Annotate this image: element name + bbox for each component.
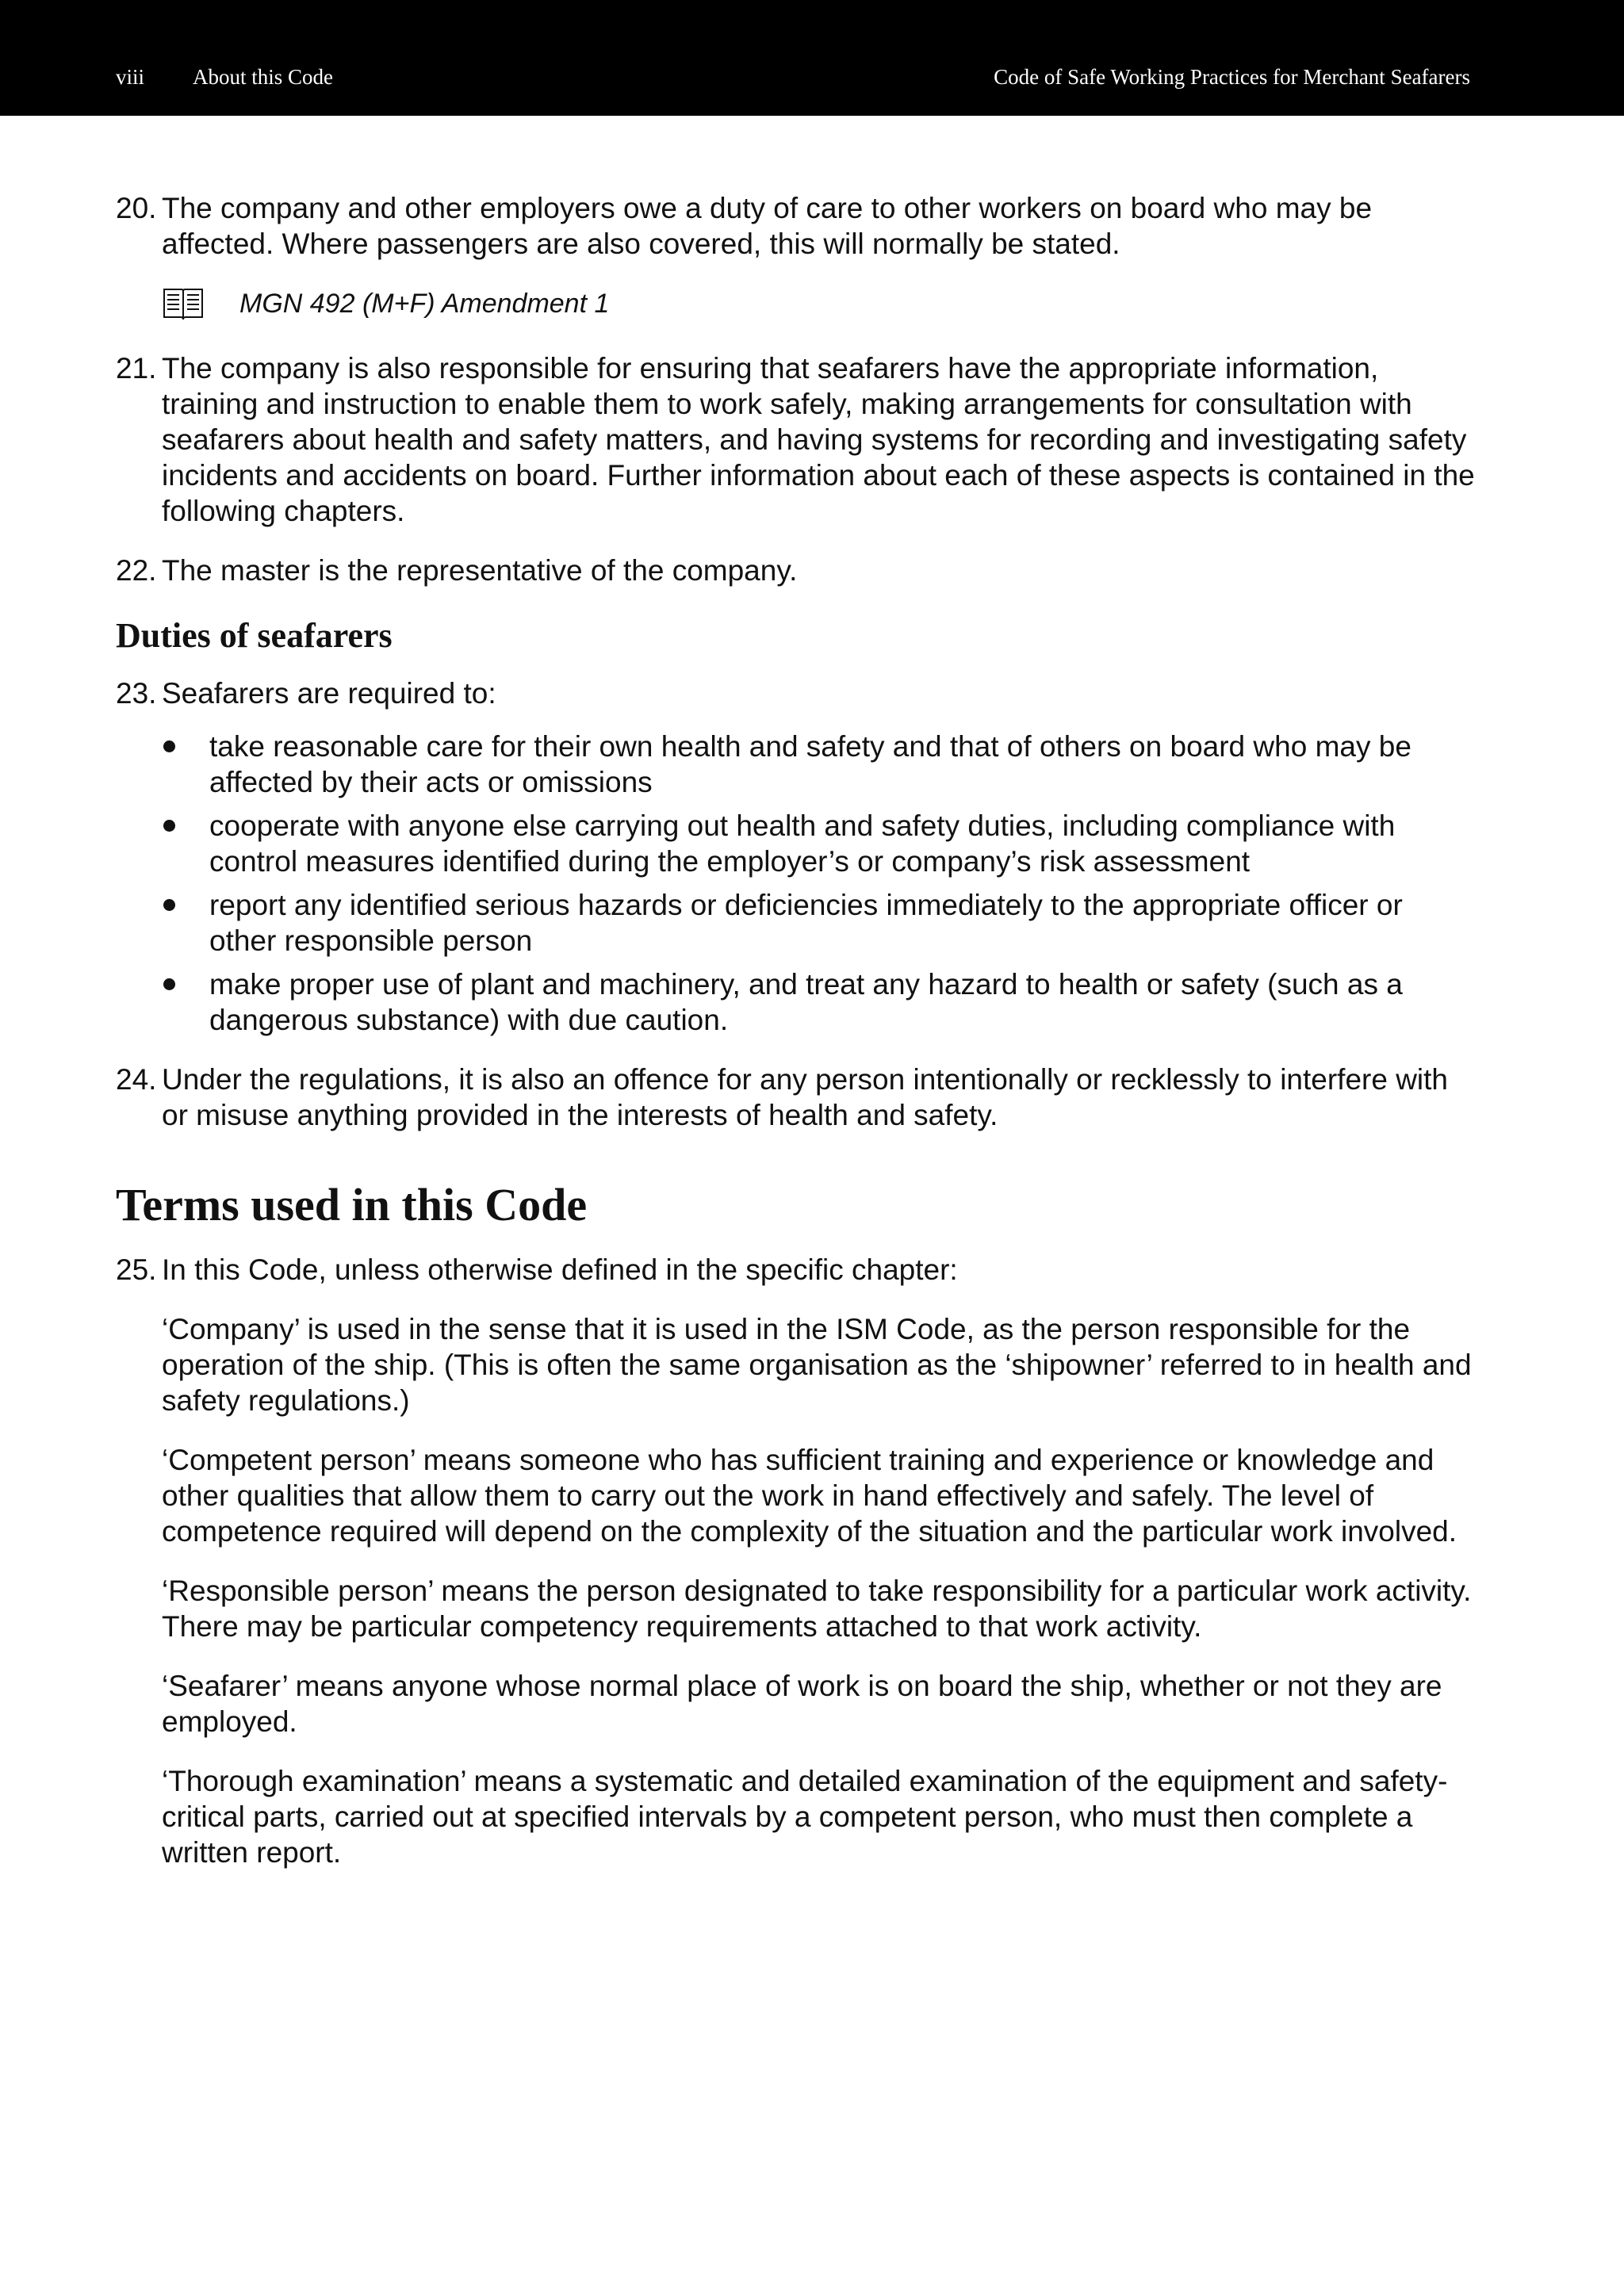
reference-line (162, 285, 1477, 322)
reference-text: MGN 492 (M+F) Amendment 1 (239, 288, 610, 319)
paragraph-text: Under the regulations, it is also an offence for any person intentionally or recklessly to interfere with or misuse anything provided in the interests of health and safety. (162, 1063, 1449, 1131)
terms-heading: Terms used in this Code (116, 1179, 588, 1230)
paragraph-text: The company and other employers owe a duty of care to other workers on board who may be affected. Where passengers are also covered, this will normally be stated. (162, 192, 1373, 260)
section-name: About this Code (193, 65, 334, 89)
definition-competent-person: ‘Competent person’ means someone who has sufficient training and experience or knowledge and other qualities that allow them to carry out the work in hand effectively and safely. The level of competence required will depend on the complexity of the situation and the particular work involved. (162, 1444, 1457, 1548)
duties-list (162, 729, 1477, 1038)
definition-seafarer: ‘Seafarer’ means anyone whose normal place of work is on board the ship, whether or not they are employed. (162, 1670, 1442, 1738)
list-item: report any identified serious hazards or deficiencies immediately to the appropriate officer or other responsible person (162, 887, 1477, 959)
list-item: cooperate with anyone else carrying out health and safety duties, including compliance with control measures identified during the employer’s or company’s risk assessment (162, 808, 1477, 879)
paragraph-text: Seafarers are required to: (162, 677, 496, 710)
page-content (116, 190, 1477, 1894)
paragraph-number: 24. (116, 1063, 157, 1096)
paragraph-22 (116, 553, 1477, 588)
paragraph-24 (116, 1062, 1477, 1133)
paragraph-25 (116, 1252, 1477, 1288)
list-item: take reasonable care for their own health and safety and that of others on board who may be affected by their acts or omissions (162, 729, 1477, 800)
paragraph-21 (116, 350, 1477, 529)
paragraph-number: 21. (116, 352, 157, 385)
paragraph-number: 25. (116, 1253, 157, 1286)
paragraph-23 (116, 675, 1477, 711)
paragraph-text: The master is the representative of the company. (162, 554, 798, 587)
paragraph-number: 20. (116, 192, 157, 224)
definition-thorough-examination: ‘Thorough examination’ means a systematic and detailed examination of the equipment and safety-critical parts, carried out at specified intervals by a competent person, who must then complete a written report. (162, 1765, 1448, 1869)
definition-company: ‘Company’ is used in the sense that it is used in the ISM Code, as the person responsible for the operation of the ship. (This is often the same organisation as the ‘shipowner’ referred to in health and safety regulations.) (162, 1313, 1472, 1417)
duties-heading: Duties of seafarers (116, 616, 393, 655)
paragraph-number: 22. (116, 554, 157, 587)
running-title: Code of Safe Working Practices for Merchant Seafarers (994, 65, 1470, 89)
paragraph-text: The company is also responsible for ensuring that seafarers have the appropriate information, training and instruction to enable them to work safely, making arrangements for consultation with seafarers about health and safety matters, and having systems for recording and investigating safety incidents and accidents on board. Further information about each of these aspects is contained in the following chapters. (162, 352, 1475, 527)
book-icon (162, 285, 205, 322)
list-item: make proper use of plant and machinery, and treat any hazard to health or safety (such as a dangerous substance) with due caution. (162, 966, 1477, 1038)
paragraph-20 (116, 190, 1477, 262)
definition-responsible-person: ‘Responsible person’ means the person designated to take responsibility for a particular work activity. There may be particular competency requirements attached to that work activity. (162, 1575, 1472, 1643)
page-header (0, 0, 1624, 116)
paragraph-text: In this Code, unless otherwise defined in the specific chapter: (162, 1253, 958, 1286)
paragraph-number: 23. (116, 677, 157, 710)
page-number: viii (116, 65, 145, 89)
